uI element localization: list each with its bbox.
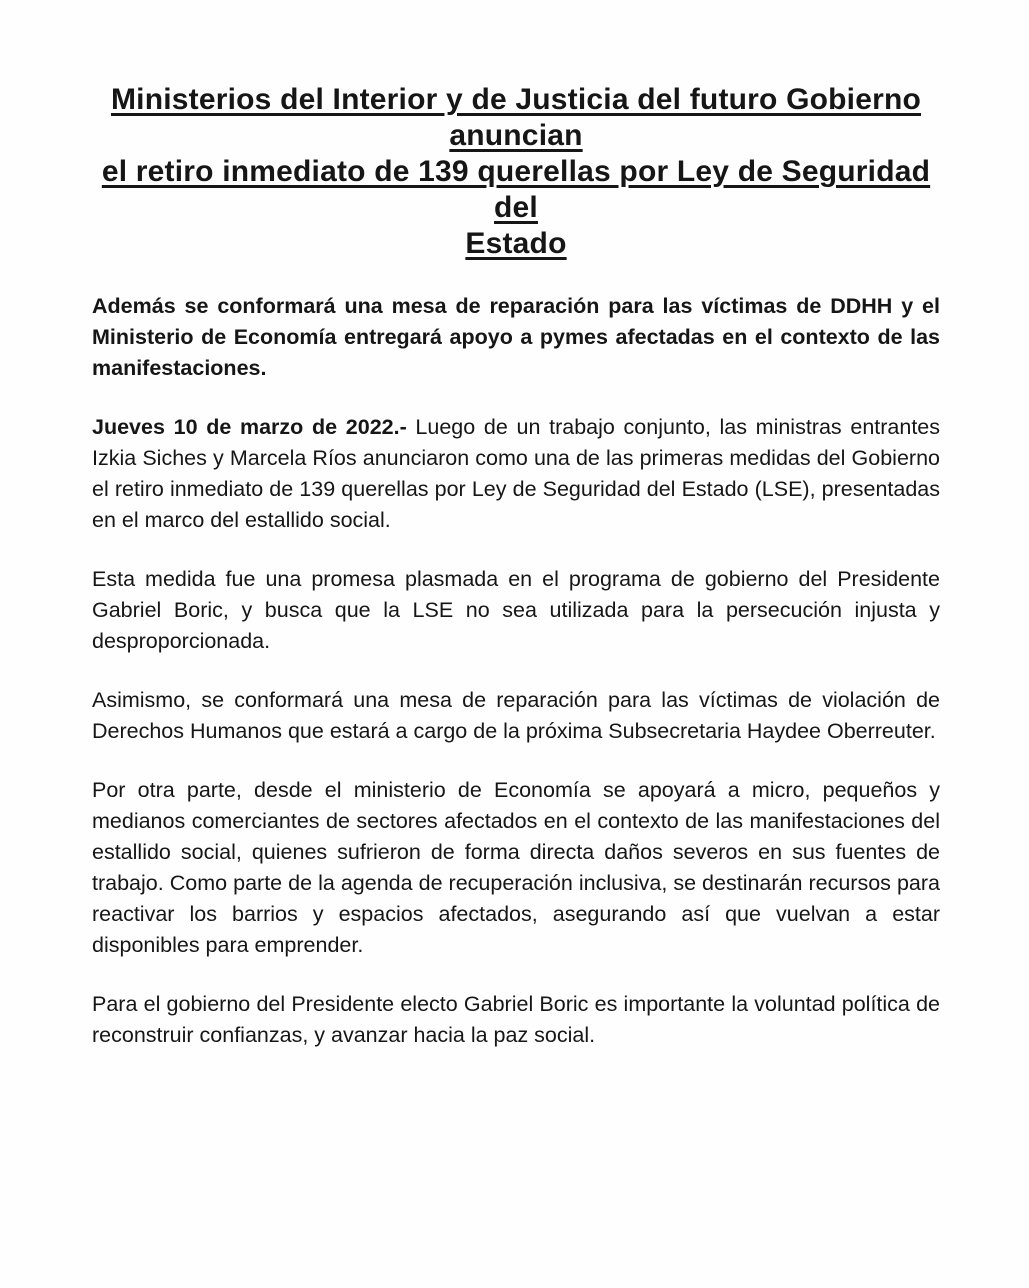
document-subtitle: Además se conformará una mesa de reparación para las víctimas de DDHH y el Ministerio de Economía entregará apoyo a pymes afectadas en el contexto de las manifestaciones. — [92, 294, 940, 380]
title-line-2: el retiro inmediato de 139 querellas por Ley de Seguridad del — [101, 155, 931, 224]
document-title — [92, 82, 940, 262]
paragraph-cierre: Para el gobierno del Presidente electo Gabriel Boric es importante la voluntad política de reconstruir confianzas, y avanzar hacia la paz social. — [92, 992, 940, 1047]
title-line-1: Ministerios del Interior y de Justicia del futuro Gobierno anuncian — [110, 83, 922, 152]
paragraph-dateline — [92, 412, 940, 536]
dateline-bold: Jueves 10 de marzo de 2022.- — [92, 415, 407, 439]
paragraph-economia: Por otra parte, desde el ministerio de Economía se apoyará a micro, pequeños y medianos comerciantes de sectores afectados en el contexto de las manifestaciones del estallido social, quienes sufrieron de forma directa daños severos en sus fuentes de trabajo. Como parte de la agenda de recuperación inclusiva, se destinarán recursos para reactivar los barrios y espacios afectados, asegurando así que vuelvan a estar disponibles para emprender. — [92, 778, 940, 957]
paragraph-dateline-text: Luego de un trabajo conjunto, las ministras entrantes Izkia Siches y Marcela Ríos anunciaron como una de las primeras medidas del Gobierno el retiro inmediato de 139 querellas por Ley de Seguridad del Estado (LSE), presentadas en el marco del estallido social. — [92, 415, 940, 532]
paragraph-mesa-reparacion: Asimismo, se conformará una mesa de reparación para las víctimas de violación de Derechos Humanos que estará a cargo de la próxima Subsecretaria Haydee Oberreuter. — [92, 688, 940, 743]
paragraph-promise: Esta medida fue una promesa plasmada en el programa de gobierno del Presidente Gabriel Boric, y busca que la LSE no sea utilizada para la persecución injusta y desproporcionada. — [92, 567, 940, 653]
title-line-3: Estado — [465, 227, 567, 260]
